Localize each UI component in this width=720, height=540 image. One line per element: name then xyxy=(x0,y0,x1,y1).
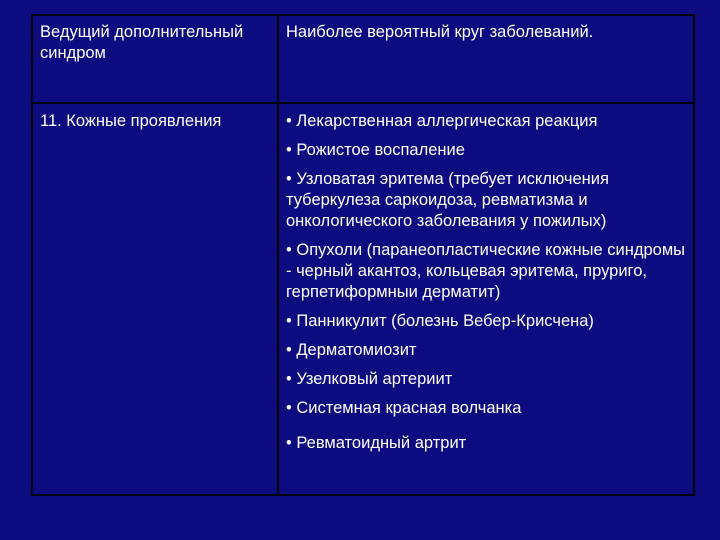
disease-item-panniculitis: • Панникулит (болезнь Вебер-Крисчена) xyxy=(286,312,594,330)
disease-item-tumors: • Опухоли (паранеопластические кожные синдромы - черный акантоз, кольцевая эритема, пруриго, герпетиформныи дерматит) xyxy=(286,241,686,301)
syndrome-table xyxy=(31,14,695,496)
disease-item-polyarteritis: • Узелковый артериит xyxy=(286,370,453,388)
disease-item-lupus: • Системная красная волчанка xyxy=(286,399,522,417)
disease-item-drug-allergy: • Лекарственная аллергическая реакция xyxy=(286,112,598,130)
header-cell-likely-diseases: Наиболее вероятный круг заболеваний. xyxy=(286,23,594,41)
column-divider xyxy=(277,16,279,494)
row-cell-skin-manifestations: 11. Кожные проявления xyxy=(40,112,222,130)
disease-list xyxy=(286,111,691,462)
disease-item-erysipelas: • Рожистое воспаление xyxy=(286,141,465,159)
disease-item-erythema-nodosum: • Узловатая эритема (требует исключения туберкулеза саркоидоза, ревматизма и онкологического заболевания у пожилых) xyxy=(286,170,609,230)
row-divider xyxy=(33,102,693,104)
disease-item-dermatomyositis: • Дерматомиозит xyxy=(286,341,417,359)
header-cell-leading-syndrome: Ведущий дополнительный синдром xyxy=(40,23,244,63)
disease-item-rheumatoid-arthritis: • Ревматоидный артрит xyxy=(286,434,467,452)
